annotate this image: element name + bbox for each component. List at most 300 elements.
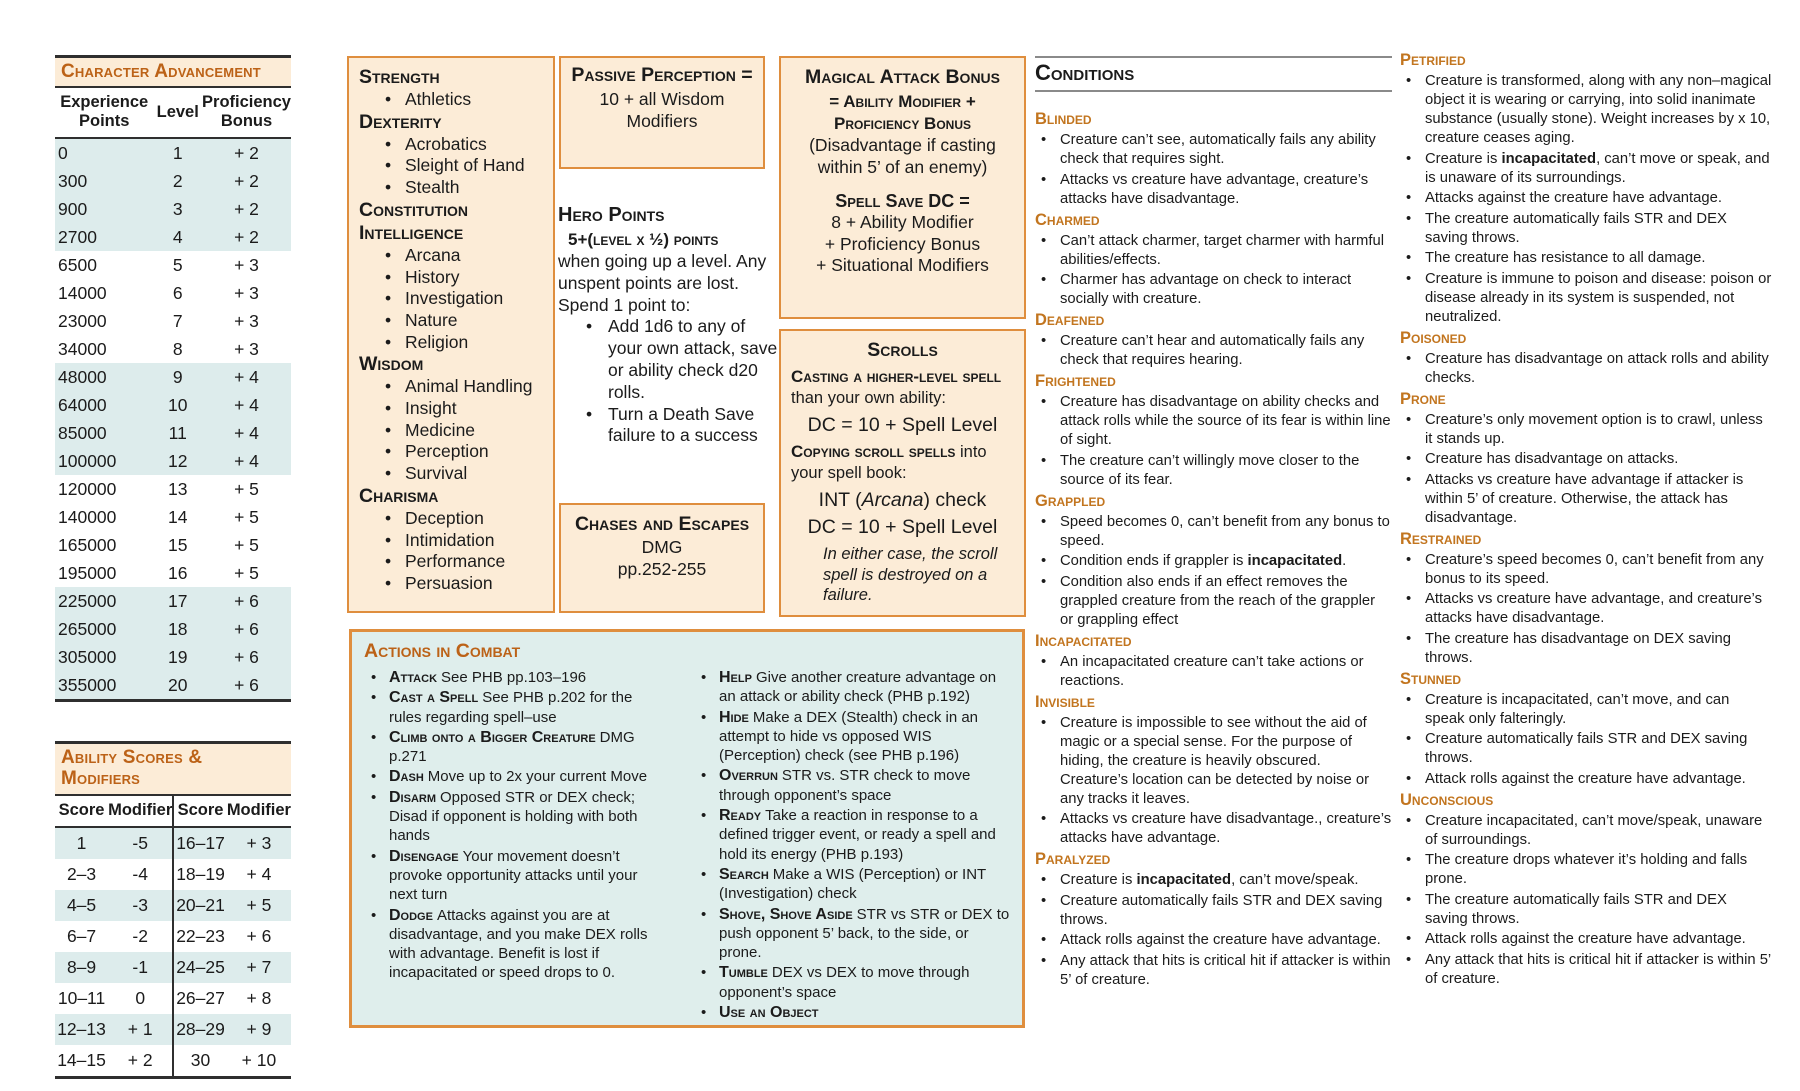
cell-bonus: + 4: [234, 394, 259, 415]
condition-name: Grappled: [1035, 491, 1106, 510]
scrolls-check-skill: Arcana: [861, 489, 924, 511]
conditions-column-1: [1035, 56, 1392, 991]
skill-item: • Survival: [359, 463, 547, 485]
advancement-table: [55, 88, 291, 702]
skill-list: [359, 89, 547, 111]
cell-level: 15: [167, 534, 188, 555]
actions-column-left: [364, 668, 662, 1023]
cell-xp: 48000: [58, 366, 107, 387]
table-row: [55, 475, 291, 503]
cell-modifier: -4: [108, 859, 173, 890]
condition-name: Incapacitated: [1035, 631, 1132, 650]
condition-restrained: [1400, 530, 1772, 668]
condition-name: Restrained: [1400, 529, 1482, 548]
scrolls-title: Scrolls: [867, 339, 938, 361]
action-description: Your movement doesn’t provoke opportunity attacks until your next turn: [389, 847, 638, 904]
action-term: Tumble: [719, 964, 768, 982]
passive-perception-box: [559, 56, 765, 169]
cell-level: 17: [167, 590, 188, 611]
condition-invisible: [1035, 693, 1392, 849]
cell-level: 14: [167, 506, 188, 527]
ability-name: Intelligence: [359, 221, 464, 244]
cell-level: 1: [172, 142, 183, 163]
hero-points-bullets: [558, 316, 778, 447]
cell-xp: 900: [58, 198, 88, 219]
condition-bullet: • Creature is immune to poison and disease: poison or disease already in its system is suspended, not neutralized.: [1400, 270, 1772, 327]
table-row: [55, 921, 291, 952]
condition-bullet: • Creature has disadvantage on ability checks and attack rolls while the source of its fear is within line of sight.: [1035, 393, 1392, 450]
cell-level: 8: [172, 338, 183, 359]
table-row: [55, 307, 291, 335]
table-row: [55, 419, 291, 447]
condition-bullet: • Attacks vs creature have disadvantage., creature’s attacks have advantage.: [1035, 810, 1392, 848]
table-row: [55, 335, 291, 363]
ability-scores-panel: [55, 741, 291, 1079]
table-row: [55, 827, 291, 859]
table-row: [55, 167, 291, 195]
action-item: [364, 688, 662, 727]
table-row: [55, 391, 291, 419]
condition-bullet-list: [1400, 72, 1772, 327]
conditions-title: Conditions: [1035, 56, 1392, 92]
condition-bullet-list: [1035, 131, 1392, 209]
condition-bullet: • The creature automatically fails STR and DEX saving throws.: [1400, 891, 1772, 929]
skill-group-dexterity: [359, 111, 547, 199]
ability-table: [55, 796, 291, 1079]
cell-modifier: + 3: [246, 833, 272, 854]
scrolls-dc-casting: DC = 10 + Spell Level: [807, 414, 998, 436]
condition-name: Frightened: [1035, 372, 1116, 390]
condition-bullet: • Creature automatically fails STR and DEX saving throws.: [1400, 730, 1772, 768]
condition-bullet-list: [1035, 332, 1392, 370]
condition-bullet: • Attack rolls against the creature have advantage.: [1400, 770, 1772, 789]
col-header-score: Score: [173, 796, 227, 827]
cell-level: 7: [172, 310, 183, 331]
actions-in-combat-box: [349, 629, 1025, 1028]
action-item: [364, 906, 662, 983]
action-item: [694, 1003, 1010, 1022]
cell-modifier: + 10: [241, 1050, 277, 1071]
magical-attack-title: Magical Attack Bonus: [804, 66, 1001, 88]
scrolls-casting-rule: [791, 367, 1014, 408]
table-row: [55, 503, 291, 531]
table-row: [55, 1014, 291, 1045]
spell-save-line: 8 + Ability Modifier: [831, 212, 974, 232]
scrolls-copying-rest: into your spell book:: [791, 443, 987, 482]
cell-score: 12–13: [57, 1019, 106, 1040]
skills-box: [347, 56, 555, 613]
action-description: STR vs. STR check to move through opponent’s space: [719, 767, 971, 804]
action-item: [694, 963, 1010, 1002]
skill-item: • Performance: [359, 551, 547, 573]
skill-item: • Acrobatics: [359, 134, 547, 156]
hero-point-use: • Turn a Death Save failure to a success: [558, 404, 778, 448]
action-item: [694, 708, 1010, 766]
action-term: Overrun: [719, 767, 778, 785]
table-row: [55, 1045, 291, 1078]
action-term: Use an Object: [719, 1004, 819, 1022]
action-description: Opposed STR or DEX check; Disad if opponent is holding with both hands: [389, 788, 638, 845]
cell-xp: 6500: [58, 254, 97, 275]
ability-name: Constitution: [359, 198, 468, 221]
advancement-header-row: [55, 88, 291, 138]
action-item: [364, 847, 662, 905]
action-description: DEX vs DEX to move through opponent’s space: [719, 964, 970, 1001]
condition-bullet: • Attack rolls against the creature have advantage.: [1400, 930, 1772, 949]
skill-group-intelligence: [359, 222, 547, 354]
scrolls-box: [779, 329, 1026, 617]
table-row: [55, 952, 291, 983]
cell-level: 11: [168, 422, 187, 443]
condition-petrified: [1400, 51, 1772, 327]
condition-bullet: • Any attack that hits is critical hit if attacker is within 5’ of creature.: [1400, 951, 1772, 989]
condition-bullet: • Can’t attack charmer, target charmer with harmful abilities/effects.: [1035, 232, 1392, 270]
cell-score: 22–23: [176, 926, 225, 947]
action-item: [694, 766, 1010, 805]
skill-list: [359, 376, 547, 485]
action-item: [694, 806, 1010, 864]
condition-grappled: [1035, 492, 1392, 630]
skill-item: • Arcana: [359, 245, 547, 267]
cell-xp: 355000: [58, 674, 117, 695]
condition-deafened: [1035, 311, 1392, 370]
conditions-column-2: [1400, 49, 1772, 990]
cell-score: 20–21: [176, 895, 225, 916]
condition-name: Prone: [1400, 389, 1446, 408]
cell-bonus: + 6: [234, 618, 259, 639]
col-header-proficiency: Proficiency Bonus: [202, 88, 291, 138]
skill-item: • Deception: [359, 508, 547, 530]
condition-bullet: • The creature automatically fails STR and DEX saving throws.: [1400, 210, 1772, 248]
condition-stunned: [1400, 670, 1772, 789]
scrolls-check-post: ) check: [923, 489, 987, 511]
table-row: [55, 983, 291, 1014]
scrolls-casting-term: Casting a higher-level spell: [791, 367, 1002, 386]
condition-unconscious: [1400, 791, 1772, 989]
chases-title: Chases and Escapes: [574, 513, 750, 535]
cell-score: 6–7: [66, 926, 97, 947]
condition-bullet: • Any attack that hits is critical hit if attacker is within 5’ of creature.: [1035, 952, 1392, 990]
table-row: [55, 559, 291, 587]
action-description: DMG p.271: [389, 728, 635, 766]
action-description: Make a WIS (Perception) or INT (Investigation) check: [719, 865, 986, 903]
condition-bullet: • Creature incapacitated, can’t move/speak, unaware of surroundings.: [1400, 812, 1772, 850]
condition-bullet: • Creature’s speed becomes 0, can’t benefit from any bonus to its speed.: [1400, 551, 1772, 589]
action-description: See PHB pp.103–196: [441, 669, 587, 686]
cell-xp: 120000: [58, 478, 117, 499]
col-header-modifier: Modifier: [227, 796, 291, 827]
condition-name: Deafened: [1035, 311, 1105, 329]
skill-group-charisma: [359, 485, 547, 595]
cell-xp: 100000: [58, 450, 117, 471]
action-description: See PHB p.202 for the rules regarding spell–use: [389, 689, 633, 726]
cell-level: 4: [172, 226, 183, 247]
chases-source: DMG: [641, 537, 683, 557]
actions-columns: [364, 668, 1010, 1023]
character-advancement-panel: [55, 55, 291, 702]
col-header-score: Score: [55, 796, 108, 827]
action-term: Shove, Shove Aside: [719, 905, 853, 923]
condition-bullet-list: [1400, 812, 1772, 989]
cell-score: 2–3: [66, 864, 97, 885]
magical-attack-formula: = Ability Modifier + Proficiency Bonus: [829, 92, 976, 133]
action-item: [694, 865, 1010, 904]
section-title-ability-scores: Ability Scores & Modifiers: [55, 741, 291, 796]
condition-bullet-list: [1035, 714, 1392, 849]
condition-name: Unconscious: [1400, 790, 1494, 809]
cell-bonus: + 5: [234, 478, 259, 499]
condition-bullet: • Creature is incapacitated, can’t move/speak.: [1035, 871, 1392, 890]
cell-score: 4–5: [66, 895, 97, 916]
condition-bullet: • An incapacitated creature can’t take actions or reactions.: [1035, 653, 1392, 691]
cell-level: 20: [167, 674, 188, 695]
skill-item: • Stealth: [359, 177, 547, 199]
condition-name: Invisible: [1035, 692, 1095, 711]
skill-list: [359, 508, 547, 595]
cell-bonus: + 4: [234, 450, 259, 471]
section-title-character-advancement: Character Advancement: [55, 55, 291, 88]
ability-name: Charisma: [359, 484, 439, 507]
advancement-table-body: [55, 138, 291, 701]
action-term: Help: [719, 669, 752, 686]
scrolls-casting-rest: than your own ability:: [791, 388, 947, 407]
cell-xp: 265000: [58, 618, 117, 639]
condition-bullet: • The creature has resistance to all damage.: [1400, 249, 1772, 268]
cell-modifier: + 8: [246, 988, 272, 1009]
condition-bullet-list: [1035, 513, 1392, 630]
action-term: Climb onto a Bigger Creature: [389, 728, 596, 746]
condition-bullet-list: [1035, 393, 1392, 490]
spell-save-line: + Situational Modifiers: [816, 255, 989, 275]
skill-item: • Intimidation: [359, 530, 547, 552]
scrolls-dc-copying: DC = 10 + Spell Level: [807, 516, 998, 538]
condition-charmed: [1035, 211, 1392, 310]
cell-level: 12: [167, 450, 188, 471]
cell-bonus: + 3: [234, 338, 259, 359]
cell-level: 18: [167, 618, 188, 639]
cell-modifier: + 2: [108, 1045, 173, 1078]
action-term: Attack: [389, 669, 438, 686]
cell-bonus: + 3: [234, 310, 259, 331]
condition-bullet: • Creature is incapacitated, can’t move or speak, and is unaware of its surroundings.: [1400, 150, 1772, 188]
cell-score: 8–9: [66, 957, 97, 978]
scrolls-failure-note: In either case, the scroll spell is destroyed on a failure.: [823, 545, 998, 604]
cell-modifier: + 7: [246, 957, 272, 978]
action-term: Cast a Spell: [389, 689, 479, 707]
skill-group-strength: [359, 66, 547, 111]
ability-table-body: [55, 827, 291, 1078]
condition-bullet-list: [1400, 350, 1772, 388]
action-description: Move up to 2x your current Move: [427, 768, 648, 786]
condition-bullet: • Creature is incapacitated, can’t move, and can speak only falteringly.: [1400, 691, 1772, 729]
ability-name: Wisdom: [359, 353, 424, 376]
hero-points-text: when going up a level. Any unspent points are lost.: [558, 251, 767, 293]
cell-score: 18–19: [176, 864, 225, 885]
cell-level: 9: [172, 366, 183, 387]
condition-poisoned: [1400, 329, 1772, 388]
cell-score: 24–25: [176, 957, 225, 978]
condition-bullet: • Creature is transformed, along with any non–magical object it is wearing or carrying, into solid inanimate substance (usually stone). Weight increases by x 10, creature ceases aging.: [1400, 72, 1772, 148]
condition-bullet: • The creature can’t willingly move closer to the source of its fear.: [1035, 452, 1392, 490]
action-term: Disarm: [389, 788, 436, 806]
condition-paralyzed: [1035, 850, 1392, 990]
passive-perception-title: Passive Perception =: [571, 64, 753, 86]
condition-bullet: • Charmer has advantage on check to interact socially with creature.: [1035, 271, 1392, 309]
cell-modifier: 0: [108, 983, 173, 1014]
cell-xp: 195000: [58, 562, 117, 583]
ability-name: Dexterity: [359, 110, 442, 133]
hero-points-formula: 5+(level x ½) points: [568, 230, 719, 249]
col-header-experience: Experience Points: [55, 88, 153, 138]
table-row: [55, 223, 291, 251]
actions-title: Actions in Combat: [364, 640, 521, 662]
cell-score: 16–17: [176, 833, 225, 854]
cell-bonus: + 5: [234, 506, 259, 527]
condition-name: Charmed: [1035, 210, 1100, 229]
cell-xp: 23000: [58, 310, 107, 331]
cell-modifier: + 9: [246, 1019, 272, 1040]
condition-name: Blinded: [1035, 110, 1092, 128]
skill-item: • Religion: [359, 332, 547, 354]
cell-level: 13: [167, 478, 188, 499]
cell-xp: 225000: [58, 590, 117, 611]
cell-xp: 165000: [58, 534, 117, 555]
condition-bullet: • Creature has disadvantage on attacks.: [1400, 450, 1772, 469]
condition-incapacitated: [1035, 632, 1392, 691]
cell-bonus: + 2: [234, 226, 259, 247]
condition-bullet-list: [1035, 653, 1392, 691]
condition-bullet: • Attacks vs creature have advantage if attacker is within 5’ of creature. Otherwise, the attack has disadvantage.: [1400, 471, 1772, 528]
skill-item: • Insight: [359, 398, 547, 420]
hero-point-use: • Add 1d6 to any of your own attack, save or ability check d20 rolls.: [558, 316, 778, 403]
cell-level: 6: [172, 282, 183, 303]
magical-attack-note: (Disadvantage if casting within 5’ of an enemy): [809, 135, 996, 177]
cell-level: 5: [172, 254, 183, 275]
table-row: [55, 859, 291, 890]
action-item: [694, 905, 1010, 963]
cell-bonus: + 6: [234, 646, 259, 667]
cell-level: 16: [167, 562, 188, 583]
cell-score: 14–15: [57, 1050, 106, 1071]
magical-attack-box: [779, 56, 1026, 319]
skill-item: • History: [359, 267, 547, 289]
cell-bonus: + 5: [234, 562, 259, 583]
action-description: Give another creature advantage on an attack or ability check (PHB p.192): [719, 669, 997, 706]
condition-bullet-list: [1400, 691, 1772, 789]
cell-xp: 2700: [58, 226, 97, 247]
condition-name: Poisoned: [1400, 328, 1467, 347]
condition-bullet-list: [1400, 551, 1772, 668]
condition-bullet-list: [1035, 871, 1392, 990]
condition-name: Paralyzed: [1035, 850, 1111, 868]
action-term: Hide: [719, 708, 749, 726]
condition-bullet-list: [1035, 232, 1392, 310]
table-row: [55, 587, 291, 615]
table-row: [55, 195, 291, 223]
scrolls-check: [791, 488, 1014, 512]
ability-name: Strength: [359, 66, 440, 88]
scrolls-copying-rule: [791, 442, 1014, 483]
cell-bonus: + 6: [234, 590, 259, 611]
cell-xp: 34000: [58, 338, 107, 359]
skill-item: • Investigation: [359, 288, 547, 310]
cell-modifier: + 1: [108, 1014, 173, 1045]
condition-bullet: • Condition ends if grappler is incapacitated.: [1035, 552, 1392, 571]
actions-column-right: [694, 668, 1010, 1023]
skill-item: • Athletics: [359, 89, 547, 111]
skill-item: • Sleight of Hand: [359, 155, 547, 177]
ability-header-row: [55, 796, 291, 827]
skill-group-wisdom: [359, 353, 547, 485]
skill-item: • Perception: [359, 441, 547, 463]
table-row: [55, 138, 291, 167]
skill-list: [359, 245, 547, 354]
condition-bullet: • Creature’s only movement option is to crawl, unless it stands up.: [1400, 411, 1772, 449]
skill-item: • Persuasion: [359, 573, 547, 595]
cell-score: 28–29: [176, 1019, 225, 1040]
action-term: Dodge: [389, 906, 433, 924]
hero-points-spend-label: Spend 1 point to:: [558, 294, 691, 315]
cell-bonus: + 2: [234, 198, 259, 219]
action-term: Ready: [719, 807, 762, 825]
table-row: [55, 251, 291, 279]
condition-bullet: • Attacks vs creature have advantage, creature’s attacks have disadvantage.: [1035, 171, 1392, 209]
condition-bullet: • The creature drops whatever it’s holding and falls prone.: [1400, 851, 1772, 889]
condition-bullet: • Creature is impossible to see without the aid of magic or a special sense. For the purpose of hiding, the creature is heavily obscured. Creature’s location can be detected by noise or any tracks it leaves.: [1035, 714, 1392, 809]
action-item: [364, 767, 662, 786]
hero-points-title: Hero Points: [558, 204, 665, 226]
action-item: [694, 668, 1010, 707]
action-description: STR vs STR or DEX to push opponent 5’ back, to the side, or prone.: [719, 905, 1010, 962]
condition-bullet-list: [1400, 411, 1772, 528]
cell-xp: 64000: [58, 394, 107, 415]
cell-bonus: + 3: [234, 254, 259, 275]
action-item: [364, 668, 662, 687]
cell-level: 19: [167, 646, 188, 667]
table-row: [55, 447, 291, 475]
cell-modifier: -2: [108, 921, 173, 952]
table-row: [55, 615, 291, 643]
cell-xp: 140000: [58, 506, 117, 527]
action-item: [364, 788, 662, 846]
action-term: Disengage: [389, 847, 459, 865]
cell-bonus: + 2: [234, 142, 259, 163]
skill-list: [359, 134, 547, 199]
action-item: [364, 728, 662, 767]
scrolls-copying-term: Copying scroll spells: [791, 442, 956, 461]
cell-bonus: + 3: [234, 282, 259, 303]
cell-bonus: + 6: [234, 674, 259, 695]
cell-bonus: + 5: [234, 534, 259, 555]
action-description: Take a reaction in response to a defined trigger event, or ready a spell and hold its energy (PHB p.193): [719, 807, 996, 863]
cell-xp: 14000: [58, 282, 107, 303]
cell-score: 30: [190, 1050, 211, 1071]
condition-bullet: • Creature can’t see, automatically fails any ability check that requires sight.: [1035, 131, 1392, 169]
cell-level: 2: [172, 170, 183, 191]
skill-item: • Medicine: [359, 420, 547, 442]
col-header-modifier: Modifier: [108, 796, 173, 827]
table-row: [55, 890, 291, 921]
cell-score: 10–11: [57, 988, 106, 1009]
condition-bullet: • Creature can’t hear and automatically fails any check that requires hearing.: [1035, 332, 1392, 370]
condition-bullet: • Speed becomes 0, can’t benefit from any bonus to speed.: [1035, 513, 1392, 551]
cell-score: 1: [76, 833, 87, 854]
condition-bullet: • Condition also ends if an effect removes the grappled creature from the reach of the grappler or grappling effect: [1035, 573, 1392, 630]
action-term: Search: [719, 865, 769, 883]
cell-modifier: -3: [108, 890, 173, 921]
hero-points-section: [558, 203, 778, 447]
skill-group-constitution: [359, 199, 547, 222]
